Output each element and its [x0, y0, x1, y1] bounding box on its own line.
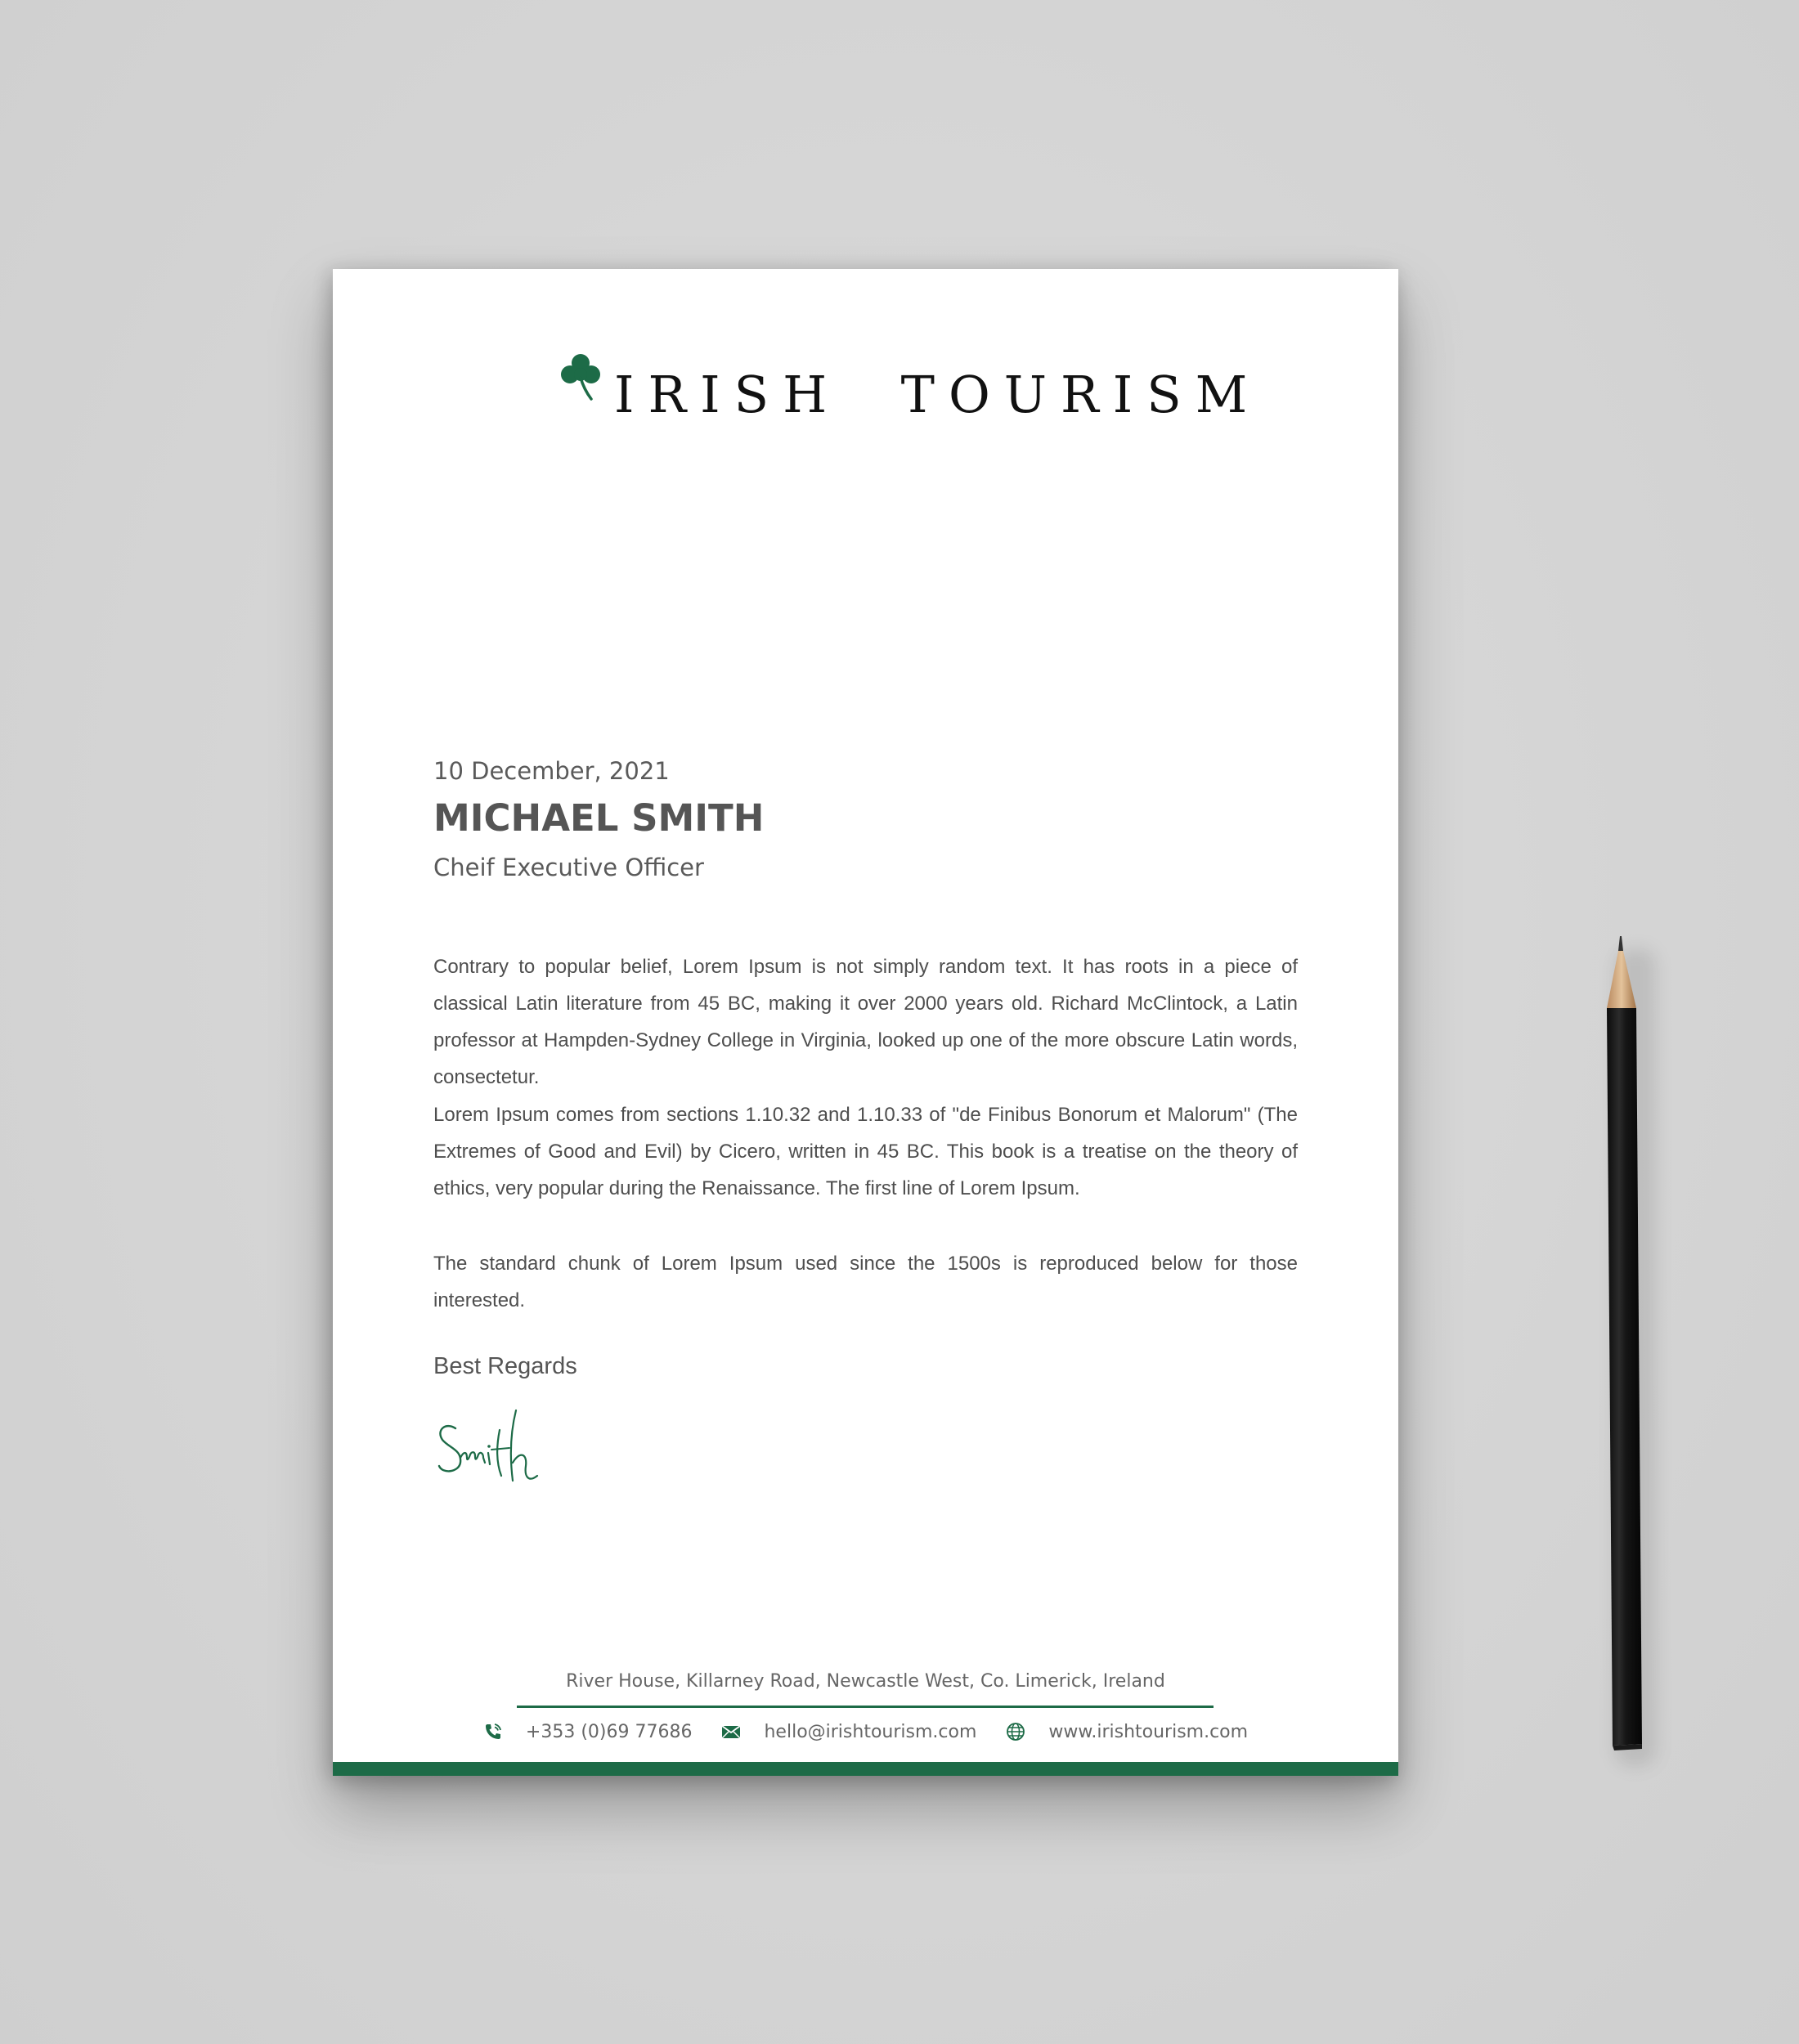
- website-url: www.irishtourism.com: [1048, 1721, 1249, 1742]
- phone-contact: [483, 1722, 693, 1742]
- closing-salutation: Best Regards: [433, 1353, 577, 1379]
- letter-date: 10 December, 2021: [433, 757, 670, 785]
- footer-accent-bar: [333, 1762, 1398, 1776]
- pencil-image: [1596, 935, 1647, 1752]
- body-paragraph: The standard chunk of Lorem Ipsum used since the 1500s is reproduced below for those interested.: [433, 1253, 1298, 1311]
- brand-logo: [557, 352, 1261, 442]
- brand-name: IRISH TOURISM: [614, 365, 1262, 424]
- company-address: River House, Killarney Road, Newcastle West, Co. Limerick, Ireland: [566, 1671, 1165, 1692]
- handwritten-signature: [431, 1405, 554, 1495]
- body-paragraph: Lorem Ipsum comes from sections 1.10.32 and 1.10.33 of "de Finibus Bonorum et Malorum" (The Extremes of Good and Evil) by Cicero, written in 45 BC. This book is a treatise on the theory of ethics, very popular during the Renaissance. The first line of Lorem Ipsum.: [433, 1104, 1298, 1199]
- website-contact: [1006, 1722, 1248, 1742]
- email-contact: [721, 1722, 976, 1742]
- recipient-name: MICHAEL SMITH: [433, 796, 765, 840]
- body-paragraph: Contrary to popular belief, Lorem Ipsum is not simply random text. It has roots in a piece of classical Latin literature from 45 BC, making it over 2000 years old. Richard McClintock, a Latin professor at Hampden-Sydney College in Virginia, looked up one of the more obscure Latin words, consectetur.: [433, 956, 1298, 1088]
- email-address: hello@irishtourism.com: [764, 1721, 977, 1742]
- globe-icon: [1006, 1722, 1025, 1741]
- phone-number: +353 (0)69 77686: [525, 1721, 693, 1742]
- email-icon: [721, 1722, 741, 1741]
- shamrock-icon: [557, 352, 604, 402]
- phone-icon: [483, 1722, 503, 1741]
- recipient-title: Cheif Executive Officer: [433, 854, 704, 881]
- letterhead-page: [333, 269, 1398, 1776]
- contact-row: [333, 1715, 1398, 1748]
- footer-divider: [517, 1706, 1214, 1708]
